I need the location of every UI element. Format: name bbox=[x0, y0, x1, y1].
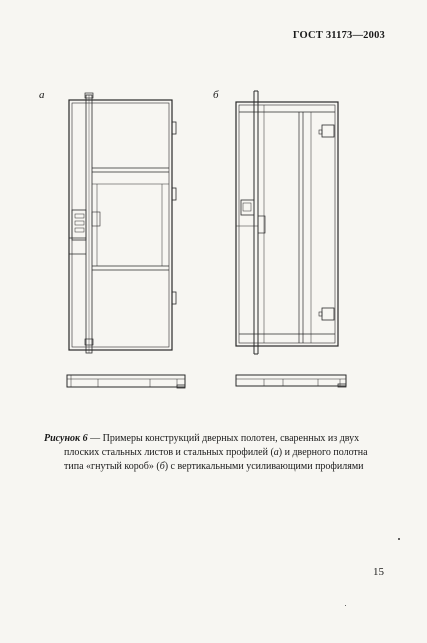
figure-a-label: а bbox=[39, 89, 45, 101]
figure-reference: Рисунок 6 bbox=[44, 433, 88, 444]
caption-line-3: типа «гнутый короб» (б) с вертикальными усиливающими профилями bbox=[64, 461, 364, 472]
figure-caption bbox=[44, 432, 394, 474]
scan-speck bbox=[398, 538, 400, 540]
figure-b-label: б bbox=[213, 89, 219, 101]
scan-speck bbox=[345, 605, 346, 606]
caption-line-2: плоских стальных листов и стальных профилей (а) и дверного полотна bbox=[64, 447, 368, 458]
caption-line-1: — Примеры конструкций дверных полотен, сваренных из двух bbox=[87, 433, 360, 444]
figure-b-drawing bbox=[236, 91, 346, 387]
figure-a-drawing bbox=[67, 93, 185, 388]
standard-code: ГОСТ 31173—2003 bbox=[292, 30, 385, 41]
page-number: 15 bbox=[373, 566, 384, 578]
